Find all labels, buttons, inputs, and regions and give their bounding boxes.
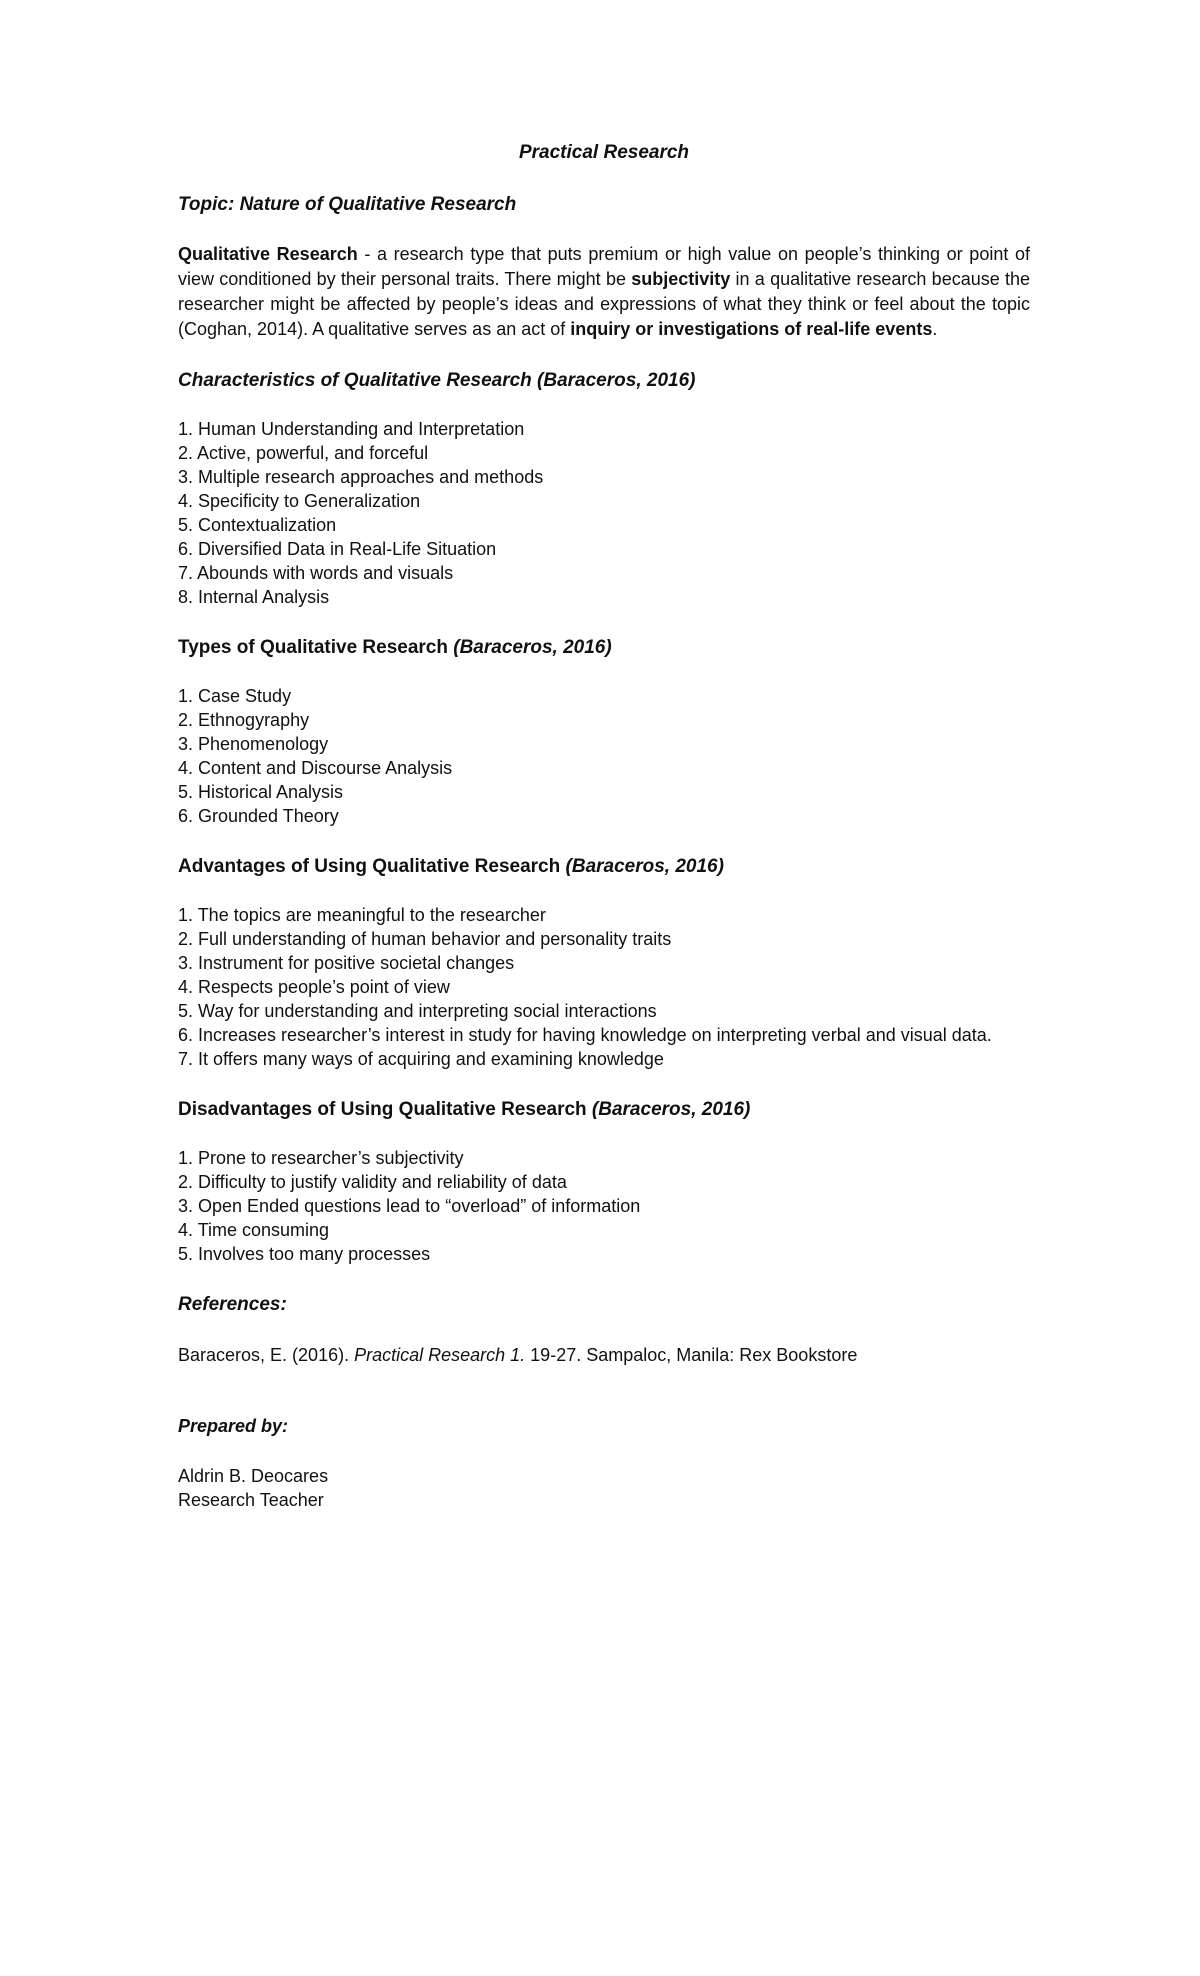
list-item: 1. The topics are meaningful to the researcher [178, 905, 546, 925]
reference-author: Baraceros, E. (2016). [178, 1345, 355, 1365]
document-title: Practical Research [518, 142, 690, 163]
list-item: 3. Phenomenology [178, 734, 329, 754]
list-item: 3. Instrument for positive societal changes [178, 953, 515, 973]
list-item: 1. Prone to researcher’s subjectivity [178, 1148, 464, 1168]
list-item: 5. Way for understanding and interpreting social interactions [178, 1001, 657, 1021]
disadvantages-heading [178, 1097, 1030, 1122]
types-list [178, 684, 1030, 828]
advantages-heading-text: Advantages of Using Qualitative Research [178, 856, 566, 877]
intro-text-2: in a qualitative research because the researcher might be affected by people’s ideas and expressions of what they think or feel about the topic (Coghan, 2014). A qualitative serves as an act of [178, 269, 1031, 339]
list-item: 4. Specificity to Generalization [178, 491, 421, 511]
list-item: 1. Human Understanding and Interpretation [178, 419, 525, 439]
types-heading-cite: (Baraceros, 2016) [453, 637, 612, 658]
references-heading: References: [178, 1294, 287, 1315]
prepared-by-label: Prepared by: [178, 1416, 289, 1436]
list-item: 2. Active, powerful, and forceful [178, 443, 429, 463]
preparer-role: Research Teacher [178, 1490, 324, 1510]
intro-bold-subjectivity: subjectivity [631, 269, 731, 289]
list-item: 2. Full understanding of human behavior and personality traits [178, 929, 672, 949]
advantages-list [178, 903, 1030, 1071]
list-item: 2. Difficulty to justify validity and reliability of data [178, 1172, 567, 1192]
list-item: 2. Ethnogyraphy [178, 710, 310, 730]
list-item: 4. Respects people’s point of view [178, 977, 450, 997]
reference-book-title: Practical Research 1. [354, 1345, 526, 1365]
topic-heading: Topic: Nature of Qualitative Research [178, 194, 517, 215]
list-item: 5. Contextualization [178, 515, 337, 535]
reference-entry [178, 1343, 1030, 1368]
list-item: 4. Content and Discourse Analysis [178, 758, 453, 778]
list-item: 7. Abounds with words and visuals [178, 563, 454, 583]
list-item: 6. Diversified Data in Real-Life Situation [178, 539, 497, 559]
list-item: 1. Case Study [178, 686, 292, 706]
intro-text-1: - a research type that puts premium or high value on people’s thinking or point of view conditioned by their personal traits. There might be [178, 244, 1030, 289]
intro-bold-inquiry: inquiry or investigations of real-life events [570, 319, 933, 339]
list-item: 5. Involves too many processes [178, 1244, 431, 1264]
types-heading [178, 635, 1030, 660]
characteristics-heading: Characteristics of Qualitative Research (Baraceros, 2016) [178, 370, 696, 391]
list-item: 5. Historical Analysis [178, 782, 344, 802]
types-heading-text: Types of Qualitative Research [178, 637, 454, 658]
list-item: 4. Time consuming [178, 1220, 330, 1240]
list-item: 8. Internal Analysis [178, 587, 330, 607]
list-item: 6. Grounded Theory [178, 806, 339, 826]
intro-paragraph [178, 242, 1030, 342]
reference-publication: 19-27. Sampaloc, Manila: Rex Bookstore [525, 1345, 858, 1365]
intro-term: Qualitative Research [178, 244, 358, 264]
list-item: 3. Open Ended questions lead to “overload” of information [178, 1196, 641, 1216]
disadvantages-heading-cite: (Baraceros, 2016) [591, 1099, 751, 1120]
list-item: 6. Increases researcher’s interest in study for having knowledge on interpreting verbal and visual data. [178, 1025, 992, 1045]
disadvantages-list [178, 1146, 1030, 1266]
advantages-heading-cite: (Baraceros, 2016) [565, 856, 724, 877]
characteristics-list [178, 417, 1030, 609]
intro-text-3: . [932, 319, 938, 339]
document-content [178, 140, 1030, 1512]
preparer-name: Aldrin B. Deocares [178, 1466, 329, 1486]
disadvantages-heading-text: Disadvantages of Using Qualitative Research [178, 1099, 592, 1120]
list-item: 3. Multiple research approaches and methods [178, 467, 544, 487]
advantages-heading [178, 854, 1030, 879]
list-item: 7. It offers many ways of acquiring and examining knowledge [178, 1049, 664, 1069]
